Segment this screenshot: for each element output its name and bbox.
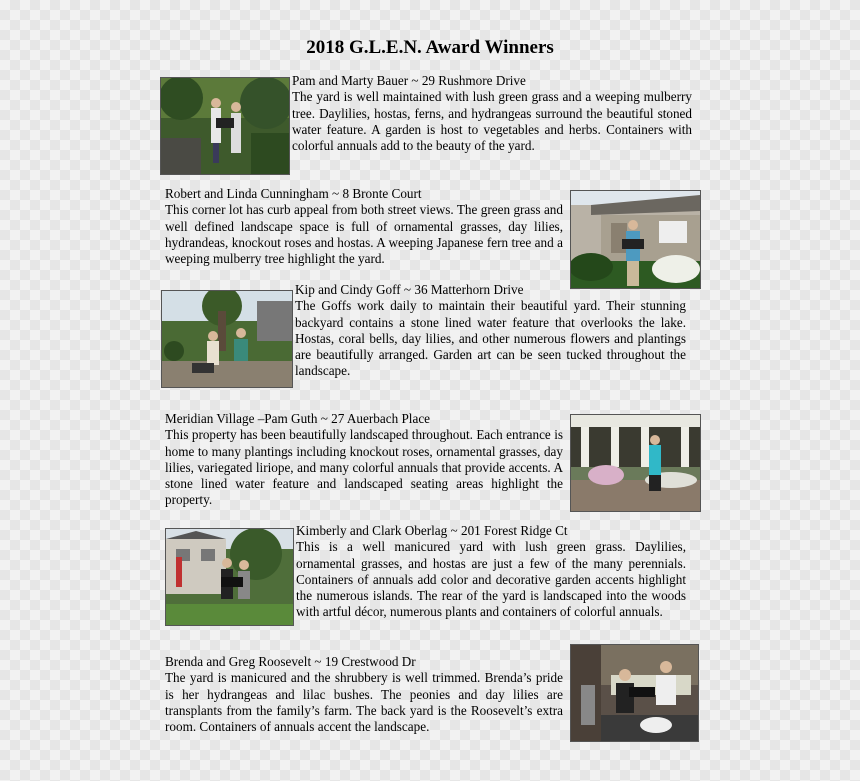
winner-heading: Brenda and Greg Roosevelt ~ 19 Crestwood Dr [165, 654, 416, 669]
winner-photo-oberlag [165, 528, 294, 626]
winner-heading: Robert and Linda Cunningham ~ 8 Bronte Court [165, 186, 422, 201]
winner-description: The Goffs work daily to maintain their beautiful yard. Their stunning backyard contains a stone lined water feature that overlooks the lake. Hostas, coral bells, day lilies, and other numerous flowers and plantings are beautifully arranged. Garden art can be seen tucked throughout the landscape. [295, 298, 686, 379]
winner-description: This corner lot has curb appeal from both street views. The green grass and well defined landscape space is full of ornamental grasses, day lilies, hydrandeas, knockout roses and hostas. A weeping Japanese fern tree and a weeping mulberry tree highlight the yard. [165, 202, 563, 267]
page-title: 2018 G.L.E.N. Award Winners [306, 37, 554, 58]
winner-photo-bauer [160, 77, 290, 175]
winner-entry-oberlag [296, 523, 686, 621]
winner-photo-cunningham [570, 190, 701, 289]
winner-entry-cunningham [165, 186, 563, 267]
winner-heading: Kimberly and Clark Oberlag ~ 201 Forest Ridge Ct [296, 523, 568, 538]
winner-entry-bauer [292, 73, 692, 154]
winner-heading: Kip and Cindy Goff ~ 36 Matterhorn Drive [295, 282, 524, 297]
winner-description: This property has been beautifully landscaped throughout. Each entrance is home to many plantings including knockout roses, ornamental grasses, day lilies, variegated liriope, and many colorful annuals that provide accents. A stone lined water feature and landscaped seating areas highlight the property. [165, 427, 563, 508]
winner-heading: Pam and Marty Bauer ~ 29 Rushmore Drive [292, 73, 526, 88]
winner-description: This is a well manicured yard with lush green grass. Daylilies, ornamental grasses, and hostas are just a few of the many perennials. Containers of annuals add color and decorative garden accents highlight the numerous islands. The rear of the yard is landscaped into the woods with artful décor, numerous plants and containers of colorful annuals. [296, 539, 686, 620]
winner-entry-goff [295, 282, 686, 380]
winner-entry-guth [165, 411, 563, 509]
winner-heading: Meridian Village –Pam Guth ~ 27 Auerbach Place [165, 411, 431, 426]
winner-description: The yard is manicured and the shrubbery is well trimmed. Brenda’s pride is her hydrangeas and lilac bushes. The peonies and day lilies are transplants from the family’s farm. The back yard is the Roosevelt’s extra room. Containers of annuals accent the landscape. [165, 670, 563, 735]
winner-photo-goff [161, 290, 293, 388]
winner-entry-roosevelt [165, 654, 563, 735]
winner-photo-guth [570, 414, 701, 512]
winner-photo-roosevelt [570, 644, 699, 742]
winner-description: The yard is well maintained with lush green grass and a weeping mulberry tree. Daylilies, hostas, ferns, and hydrangeas surround the beautiful stoned water feature. A garden is host to vegetables and herbs. Containers with colorful annuals add to the beauty of the yard. [292, 89, 692, 154]
